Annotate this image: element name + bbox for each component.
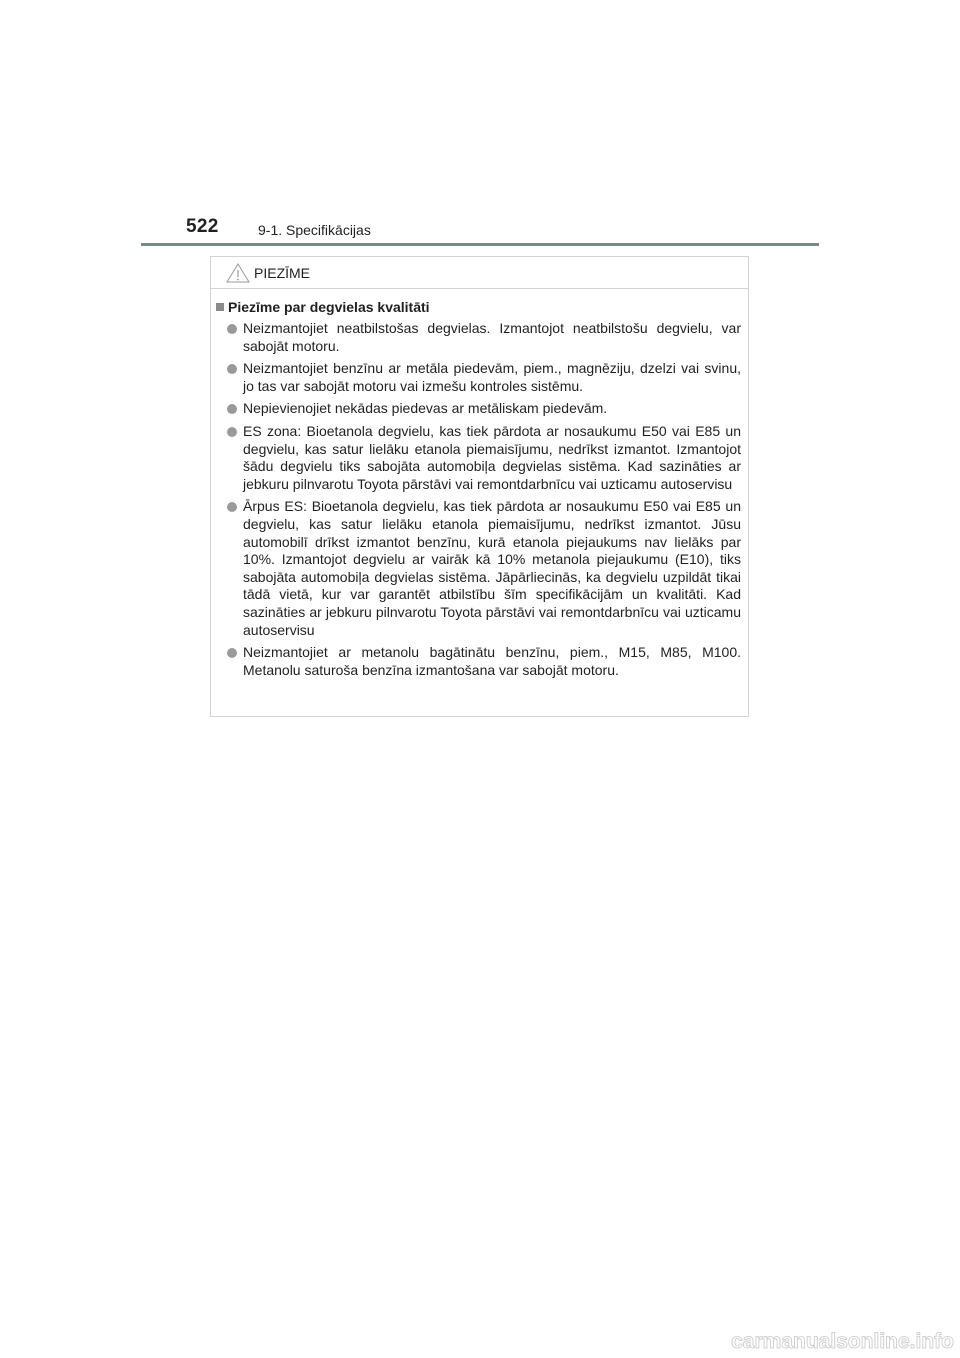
notice-header [211,257,748,289]
round-bullet-icon [227,324,237,334]
list-item [243,644,741,679]
warning-triangle-icon [226,263,250,283]
page-number: 522 [186,216,219,237]
notice-bullet-list [211,320,748,679]
list-item-text: Ārpus ES: Bioetanola degvielu, kas tiek pārdota ar nosaukumu E50 vai E85 un degvielu, kas satur lielāku etanola piemaisījumu, nedrīkst izmantot. Jūsu automobilī drīkst izmantot benzīnu, kurā etanola piejaukums nav lielāks par 10%. Izmantojot degvielu ar vairāk kā 10% metanola piejaukumu (E10), tiks sabojāta automobiļa degvielas sistēma. Jāpārliecinās, ka degvielu uzpildāt tikai tādā vietā, kur var garantēt atbilstību šīm specifikācijām un kvalitāti. Kad sazināties ar jebkuru pilnvarotu Toyota pārstāvi vai remontdarbnīcu vai uzticamu autoservisu [243,498,741,638]
page-header [0,0,960,250]
list-item [243,360,741,395]
notice-body [211,299,748,684]
notice-label: PIEZĪME [254,265,311,281]
square-bullet-icon [216,303,224,311]
header-divider [141,243,819,246]
list-item [243,498,741,639]
watermark-logo [731,1322,960,1358]
section-title: 9-1. Specifikācijas [258,222,371,238]
round-bullet-icon [227,404,237,414]
round-bullet-icon [227,364,237,374]
list-item [243,400,741,418]
watermark-text: carmanualsonline.info [731,1330,954,1353]
list-item-text: Neizmantojiet neatbilstošas degvielas. Izmantojot neatbilstošu degvielu, var sabojāt motoru. [243,320,741,354]
round-bullet-icon [227,502,237,512]
notice-box [210,256,749,717]
notice-topic [211,299,748,316]
list-item [243,423,741,493]
list-item-text: ES zona: Bioetanola degvielu, kas tiek pārdota ar nosaukumu E50 vai E85 un degvielu, kas satur lielāku etanola piemaisījumu, nedrīkst izmantot. Izmantojot šādu degvielu tiks sabojāta automobiļa degvielas sistēma. Kad sazināties ar jebkuru pilnvarotu Toyota pārstāvi vai remontdarbnīcu vai uzticamu autoservisu [243,422,741,492]
list-item-text: Nepievienojiet nekādas piedevas ar metāliskam piedevām. [243,400,608,417]
round-bullet-icon [227,427,237,437]
round-bullet-icon [227,648,237,658]
notice-topic-text: Piezīme par degvielas kvalitāti [228,299,430,315]
list-item-text: Neizmantojiet ar metanolu bagātinātu benzīnu, piem., M15, M85, M100. Metanolu saturoša benzīna izmantošana var sabojāt motoru. [243,644,741,678]
list-item [243,320,741,355]
list-item-text: Neizmantojiet benzīnu ar metāla piedevām, piem., magnēziju, dzelzi vai svinu, jo tas var sabojāt motoru vai izmešu kontroles sistēmu. [243,360,741,394]
